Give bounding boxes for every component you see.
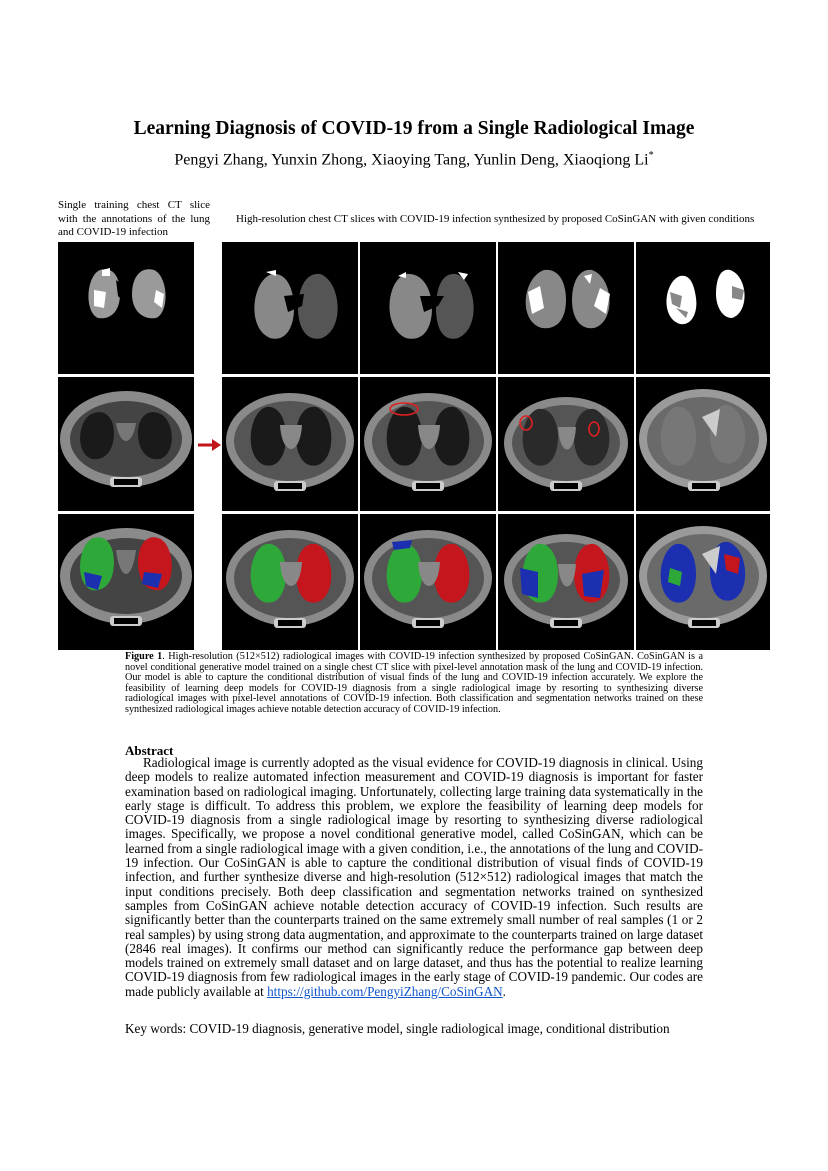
paper-title: Learning Diagnosis of COVID-19 from a Single Radiological Image — [133, 118, 695, 139]
seg-image-2 — [360, 514, 496, 650]
figure-caption — [125, 652, 703, 716]
mask-image-training — [58, 242, 194, 374]
abstract-text: Radiological image is currently adopted as the visual evidence for COVID-19 diagnosis in clinical. Using deep models to realize automated infection measurement and COVID-19 diagnosis is important for faster examination based on radiological imaging. Unfortunately, collecting large training data systematically in the early stage is difficult. To address this problem, we explore the feasibility of learning deep models for COVID-19 diagnosis from a single radiological image by resorting to synthesizing diverse radiological images. Specifically, we propose a novel conditional generative model, called CoSinGAN, which can be learned from a single radiological image with a given condition, i.e., the annotations of the lung and COVID-19 infection. Our CoSinGAN is able to capture the conditional distribution of visual finds of COVID-19 infection, and further synthesize diverse and high-resolution (512×512) radiological images that match the input conditions precisely. Both deep classification and segmentation networks trained on synthesized samples from CoSinGAN achieve notable detection accuracy of COVID-19 infection. Such results are significantly better than the counterparts trained on the same extremely small number of real samples (1 or 2 real samples) by using strong data augmentation, and approximate to the counterparts trained on large dataset (2846 real images). It confirms our method can significantly reduce the performance gap between deep models trained on extremely small dataset and on large dataset, and thus has the potential to realize learning COVID-19 diagnosis from few radiological images in the early stage of COVID-19 pandemic. Our codes are made publicly available at — [125, 755, 703, 999]
seg-image-training — [58, 514, 194, 650]
ct-image-2 — [360, 377, 496, 511]
ct-image-4 — [636, 377, 770, 511]
abstract-heading: Abstract — [125, 743, 174, 758]
figure-right-caption: High-resolution chest CT slices with COVID-19 infection synthesized by proposed CoSinGAN with given conditions — [236, 213, 755, 225]
arrow-icon — [198, 439, 221, 451]
mask-image-3 — [498, 242, 634, 374]
ct-image-1 — [222, 377, 358, 511]
keywords: Key words: COVID-19 diagnosis, generative model, single radiological image, conditional distribution — [125, 1021, 670, 1036]
seg-image-1 — [222, 514, 358, 650]
abstract-body — [125, 756, 703, 999]
code-repository-link[interactable]: https://github.com/PengyiZhang/CoSinGAN — [267, 983, 503, 999]
ct-image-training — [58, 377, 194, 511]
ct-image-3 — [498, 377, 634, 511]
mask-image-1 — [222, 242, 358, 374]
figure-caption-text: . High-resolution (512×512) radiological images with COVID-19 infection synthesized by proposed CoSinGAN. CoSinGAN is a novel conditional generative model trained on a single chest CT slice with pixel-level annotation mask of the lung and COVID-19 infection. Our model is able to capture the conditional distribution of visual finds of the lung and COVID-19 infection accurately. We explore the feasibility of learning deep models for COVID-19 diagnosis from a single radiological image by resorting to synthesizing diverse radiological images with pixel-level annotations of COVID-19 infection. Both classification and segmentation networks trained on these synthesized radiological images achieve notable detection accuracy of COVID-19 infection. — [125, 651, 703, 715]
ct-image-grid — [58, 240, 770, 650]
figure-label: Figure 1 — [125, 651, 163, 662]
abstract-end: . — [502, 983, 506, 999]
author-list — [0, 150, 828, 169]
figure-1 — [58, 240, 770, 650]
mask-row — [58, 242, 770, 374]
ct-row — [58, 377, 770, 511]
seg-image-3 — [498, 514, 634, 650]
author-names: Pengyi Zhang, Yunxin Zhong, Xiaoying Tang, Yunlin Deng, Xiaoqiong Li — [174, 151, 649, 169]
figure-left-caption: Single training chest CT slice with the annotations of the lung and COVID-19 infection — [58, 199, 210, 238]
seg-image-4 — [636, 514, 770, 650]
mask-image-2 — [360, 242, 496, 374]
segmentation-row — [58, 514, 770, 650]
mask-image-4 — [636, 242, 770, 374]
corresponding-author-mark: * — [648, 150, 654, 161]
